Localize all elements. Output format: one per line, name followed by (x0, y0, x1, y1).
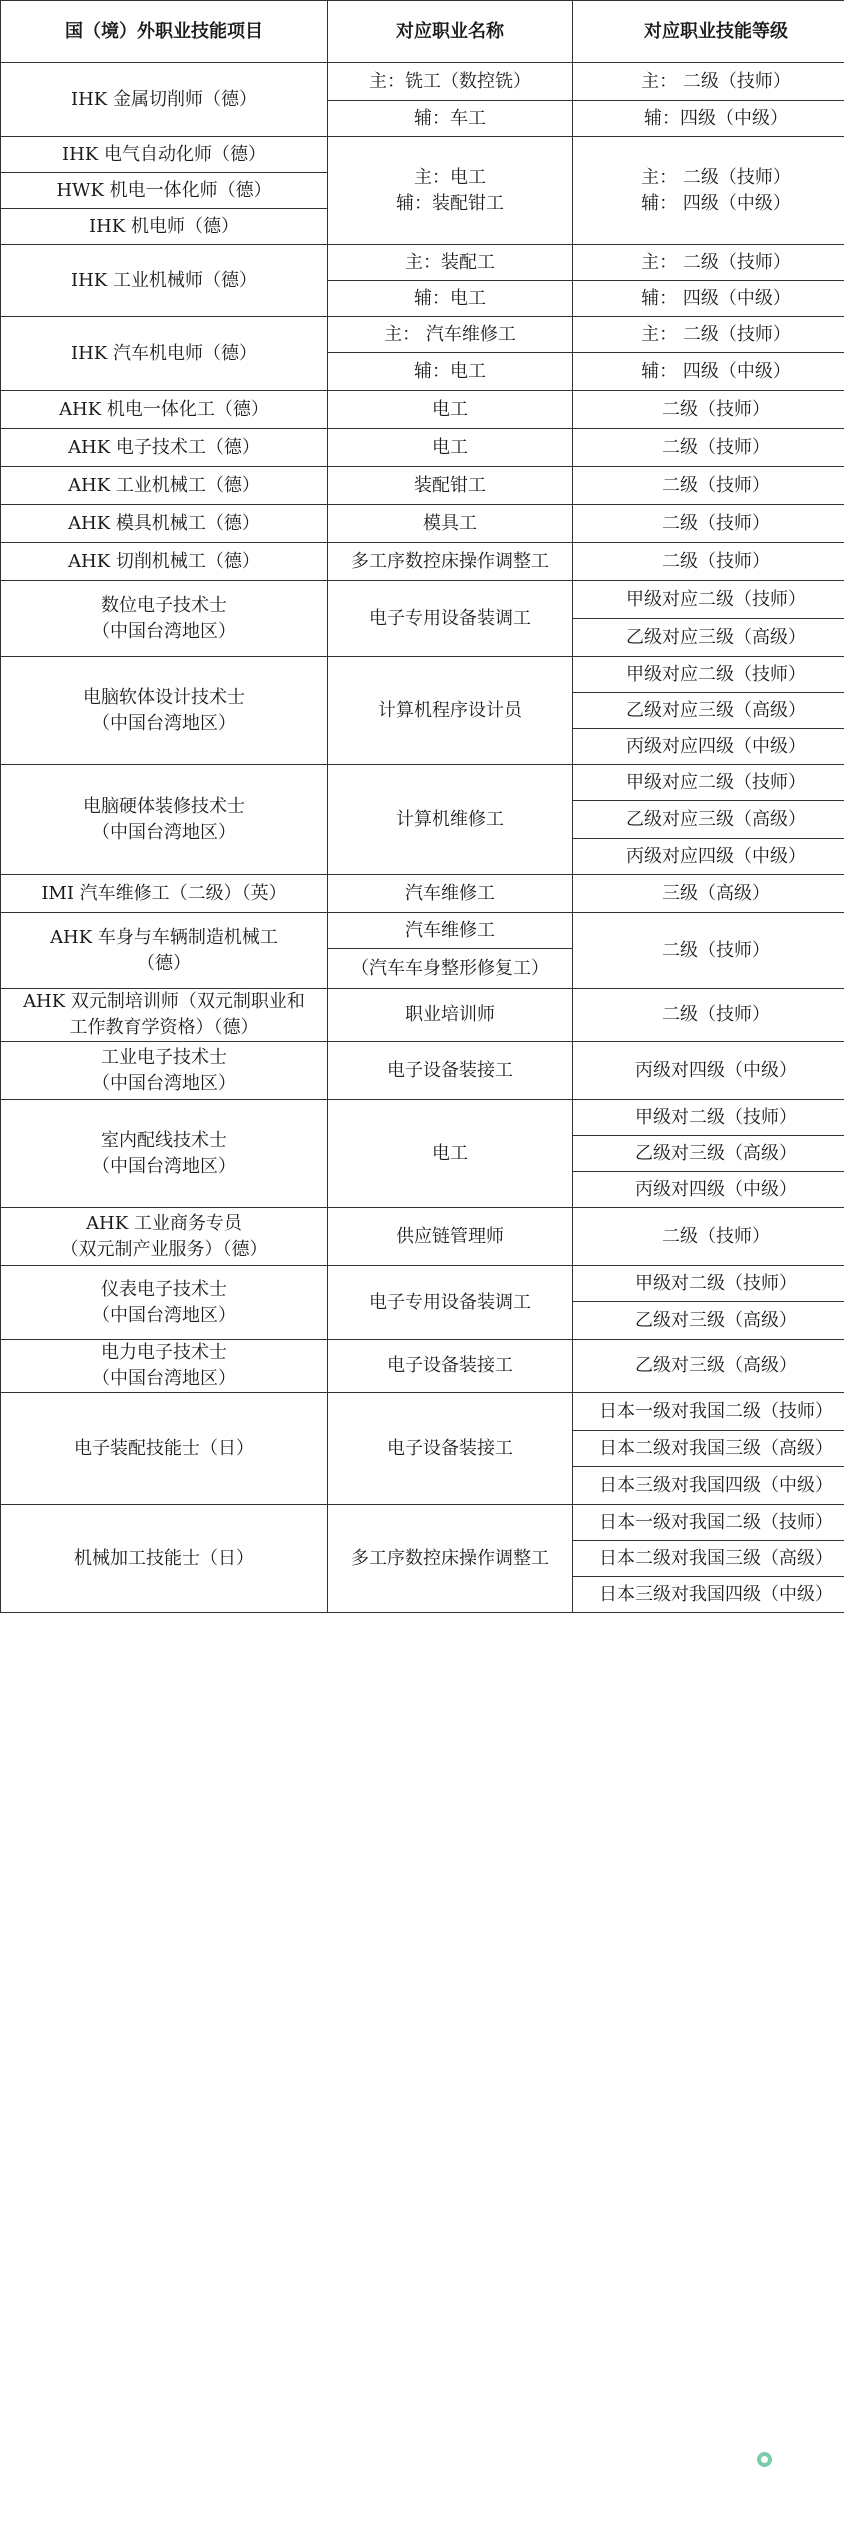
table-row (1, 765, 844, 801)
table-row (1, 1340, 844, 1393)
foreign-skill-project-cell: IMI 汽车维修工（二级）（英） (1, 875, 328, 913)
skill-level-cell: 甲级对应二级（技师） (573, 765, 844, 801)
skill-level-cell: 甲级对应二级（技师） (573, 581, 844, 619)
table-header-row (1, 1, 844, 63)
foreign-skill-project-cell: 仪表电子技术士 （中国台湾地区） (1, 1266, 328, 1340)
skill-level-cell: 乙级对应三级（高级） (573, 619, 844, 657)
foreign-skill-project-cell: AHK 切削机械工（德） (1, 543, 328, 581)
table-row (1, 317, 844, 353)
header-foreign-skill-project: 国（境）外职业技能项目 (1, 1, 328, 63)
occupation-name-cell: 电子专用设备装调工 (328, 1266, 573, 1340)
skill-level-cell: 乙级对应三级（高级） (573, 801, 844, 839)
skill-level-cell: 乙级对三级（高级） (573, 1136, 844, 1172)
occupation-name-cell: 电工 (328, 1100, 573, 1208)
foreign-skill-project-cell: 工业电子技术士 （中国台湾地区） (1, 1042, 328, 1100)
table-row (1, 1042, 844, 1100)
occupation-name-cell: 多工序数控床操作调整工 (328, 1505, 573, 1613)
skill-level-cell: 主： 二级（技师） (573, 317, 844, 353)
foreign-skill-project-cell: IHK 电气自动化师（德） (1, 137, 328, 173)
header-skill-level: 对应职业技能等级 (573, 1, 844, 63)
table-row (1, 1266, 844, 1302)
skill-level-cell: 乙级对三级（高级） (573, 1302, 844, 1340)
skill-level-cell: 日本三级对我国四级（中级） (573, 1467, 844, 1505)
table-row (1, 245, 844, 281)
occupation-name-cell: 主： 汽车维修工 (328, 317, 573, 353)
foreign-skill-project-cell: HWK 机电一体化师（德） (1, 173, 328, 209)
skill-level-cell: 丙级对四级（中级） (573, 1042, 844, 1100)
occupation-name-cell: 电子专用设备装调工 (328, 581, 573, 657)
skill-level-cell: 辅：四级（中级） (573, 101, 844, 137)
skill-level-cell: 二级（技师） (573, 429, 844, 467)
foreign-skill-project-cell: AHK 工业商务专员 （双元制产业服务）（德） (1, 1208, 328, 1266)
occupation-name-cell: 辅：车工 (328, 101, 573, 137)
skill-level-cell: 主： 二级（技师） (573, 63, 844, 101)
skill-level-cell: 主： 二级（技师） (573, 245, 844, 281)
occupation-name-cell: 模具工 (328, 505, 573, 543)
skill-level-cell: 乙级对三级（高级） (573, 1340, 844, 1393)
occupation-name-cell: 供应链管理师 (328, 1208, 573, 1266)
skill-level-cell: 二级（技师） (573, 989, 844, 1042)
occupation-name-cell: 电工 (328, 391, 573, 429)
skill-level-cell: 甲级对应二级（技师） (573, 657, 844, 693)
table-row (1, 1393, 844, 1431)
occupation-name-cell: 辅：电工 (328, 281, 573, 317)
foreign-skill-project-cell: AHK 车身与车辆制造机械工 （德） (1, 913, 328, 989)
table-row (1, 543, 844, 581)
header-occupation-name: 对应职业名称 (328, 1, 573, 63)
table-row (1, 581, 844, 619)
occupation-name-cell: 主：电工 辅：装配钳工 (328, 137, 573, 245)
foreign-skill-project-cell: IHK 工业机械师（德） (1, 245, 328, 317)
table-row (1, 429, 844, 467)
occupation-name-cell: 电子设备装接工 (328, 1042, 573, 1100)
occupation-name-cell: 电子设备装接工 (328, 1340, 573, 1393)
table-row (1, 63, 844, 101)
table-row (1, 875, 844, 913)
skill-level-cell: 甲级对二级（技师） (573, 1266, 844, 1302)
occupation-name-cell: （汽车车身整形修复工） (328, 949, 573, 989)
skill-level-cell: 主： 二级（技师） 辅： 四级（中级） (573, 137, 844, 245)
skill-level-cell: 辅： 四级（中级） (573, 281, 844, 317)
skill-level-cell: 二级（技师） (573, 1208, 844, 1266)
watermark-icon (757, 2452, 772, 2467)
table-row (1, 1505, 844, 1541)
foreign-skill-project-cell: AHK 机电一体化工（德） (1, 391, 328, 429)
skill-level-cell: 二级（技师） (573, 391, 844, 429)
skill-level-cell: 日本一级对我国二级（技师） (573, 1505, 844, 1541)
skill-level-cell: 辅： 四级（中级） (573, 353, 844, 391)
foreign-skill-project-cell: 电力电子技术士 （中国台湾地区） (1, 1340, 328, 1393)
foreign-skill-project-cell: 室内配线技术士 （中国台湾地区） (1, 1100, 328, 1208)
occupation-name-cell: 计算机程序设计员 (328, 657, 573, 765)
table-row (1, 505, 844, 543)
skill-level-cell: 丙级对四级（中级） (573, 1172, 844, 1208)
table-row (1, 989, 844, 1042)
foreign-skill-project-cell: AHK 模具机械工（德） (1, 505, 328, 543)
skill-level-cell: 丙级对应四级（中级） (573, 839, 844, 875)
table-row (1, 1208, 844, 1266)
skill-level-cell: 日本三级对我国四级（中级） (573, 1577, 844, 1613)
occupation-name-cell: 主：铣工（数控铣） (328, 63, 573, 101)
occupation-name-cell: 多工序数控床操作调整工 (328, 543, 573, 581)
occupation-name-cell: 装配钳工 (328, 467, 573, 505)
foreign-skill-project-cell: IHK 机电师（德） (1, 209, 328, 245)
foreign-skill-project-cell: AHK 电子技术工（德） (1, 429, 328, 467)
foreign-skill-project-cell: 电子装配技能士（日） (1, 1393, 328, 1505)
table-row (1, 1100, 844, 1136)
occupation-name-cell: 电子设备装接工 (328, 1393, 573, 1505)
occupation-name-cell: 汽车维修工 (328, 875, 573, 913)
occupation-name-cell: 计算机维修工 (328, 765, 573, 875)
foreign-skill-project-cell: IHK 金属切削师（德） (1, 63, 328, 137)
skill-level-cell: 三级（高级） (573, 875, 844, 913)
table-row (1, 913, 844, 949)
foreign-skill-project-cell: 电脑软体设计技术士 （中国台湾地区） (1, 657, 328, 765)
skill-level-cell: 乙级对应三级（高级） (573, 693, 844, 729)
table-row (1, 391, 844, 429)
skill-level-cell: 二级（技师） (573, 913, 844, 989)
foreign-skill-project-cell: AHK 双元制培训师（双元制职业和 工作教育学资格）（德） (1, 989, 328, 1042)
skill-level-cell: 二级（技师） (573, 505, 844, 543)
skill-level-cell: 丙级对应四级（中级） (573, 729, 844, 765)
skill-level-cell: 二级（技师） (573, 467, 844, 505)
occupation-name-cell: 汽车维修工 (328, 913, 573, 949)
skill-level-cell: 二级（技师） (573, 543, 844, 581)
occupation-name-cell: 辅：电工 (328, 353, 573, 391)
occupation-name-cell: 主：装配工 (328, 245, 573, 281)
foreign-skill-project-cell: 机械加工技能士（日） (1, 1505, 328, 1613)
occupation-name-cell: 电工 (328, 429, 573, 467)
foreign-skill-project-cell: AHK 工业机械工（德） (1, 467, 328, 505)
skill-level-cell: 日本一级对我国二级（技师） (573, 1393, 844, 1431)
skill-level-cell: 日本二级对我国三级（高级） (573, 1541, 844, 1577)
occupation-name-cell: 职业培训师 (328, 989, 573, 1042)
foreign-skill-project-cell: 电脑硬体装修技术士 （中国台湾地区） (1, 765, 328, 875)
table-row (1, 137, 844, 173)
foreign-skill-project-cell: 数位电子技术士 （中国台湾地区） (1, 581, 328, 657)
skill-level-cell: 日本二级对我国三级（高级） (573, 1431, 844, 1467)
table-row (1, 657, 844, 693)
skill-level-cell: 甲级对二级（技师） (573, 1100, 844, 1136)
table-row (1, 467, 844, 505)
foreign-skill-project-cell: IHK 汽车机电师（德） (1, 317, 328, 391)
